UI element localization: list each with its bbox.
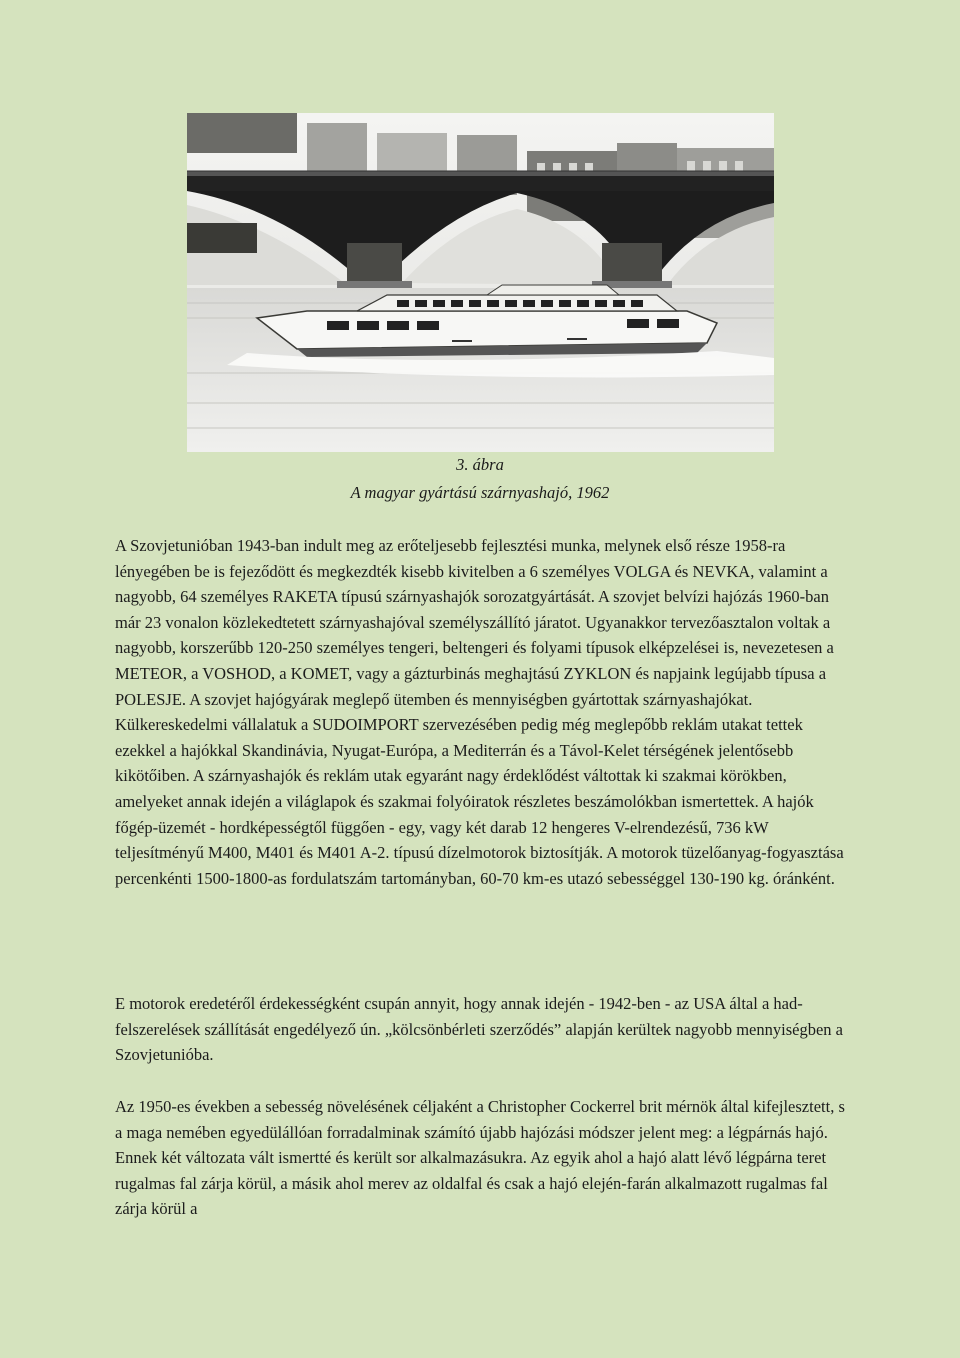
body-paragraph: [115, 1094, 850, 1222]
body-paragraph: [115, 533, 850, 891]
figure-caption-number: 3. ábra: [456, 455, 504, 474]
paragraph-text: A Szovjetunióban 1943-ban indult meg az erőteljesebb fejlesztési munka, melynek első része 1958-ra lényegében be is fejeződött és megkezdték kisebb kivitelben a 6 személyes VOLGA és NEVKA, valamint a nagyobb, 64 személyes RAKETA típusú szárnyashajók sorozatgyártását. A szovjet belvízi hajózás 1960-ban már 23 vonalon közlekedtetett szárnyashajóval személyszállító járatot. Ugyanakkor tervezőasztalon voltak a nagyobb, korszerűbb 120-250 személyes tengeri, beltengeri és folyami típusok elképzelései is, nevezetesen a METEOR, a VOSHOD, a KOMET, vagy a gázturbinás meghajtású ZYKLON és napjaink legújabb típusa a POLESJE. A szovjet hajógyárak meglepő ütemben és mennyiségben gyártottak szárnyashajókat. Külkereskedelmi vállalatuk a SUDOIMPORT szervezésében pedig még meglepőbb reklám utakat tettek ezekkel a hajókkal Skandinávia, Nyugat-Európa, a Mediterrán és a Távol-Kelet térségének jelentősebb kikötőiben. A szárnyashajók és reklám utak egyaránt nagy érdeklődést váltottak ki szakmai körökben, amelyeket annak idején a világlapok és szakmai folyóiratok részletes beszámolókban ismertettek. A hajók főgép-üzemét - hordképességtől függően - egy, vagy két darab 12 hengeres V-elrendezésű, 736 kW teljesítményű M400, M401 és M401 A-2. típusú dízelmotorok biztosítják. A motorok tüzelőanyag-fogyasztása percenkénti 1500-1800-as fordulatszám tartományban, 60-70 km-es utazó sebességgel 130-190 kg. óránként.: [115, 536, 844, 888]
figure-caption-title: A magyar gyártású szárnyashajó, 1962: [350, 483, 610, 502]
figure-photo: [187, 113, 774, 452]
body-paragraph: [115, 991, 850, 1068]
paragraph-text: E motorok eredetéről érdekességként csupán annyit, hogy annak idején - 1942-ben - az USA által a had-felszerelések szállítását engedélyező ún. „kölcsönbérleti szerződés” alapján kerültek nagyobb mennyiségben a Szovjetunióba.: [115, 994, 843, 1065]
paragraph-text: Az 1950-es években a sebesség növelésének céljaként a Christopher Cockerrel brit mérnök által kifejlesztett, s a maga nemében egyedülállóan forradalminak számító újabb hajózási módszer jelent meg: a légpárnás hajó. Ennek két változata vált ismertté és került sor alkalmazásukra. Az egyik ahol a hajó alatt lévő légpárna teret rugalmas fal zárja körül, a másik ahol merev az oldalfal és csak a hajó elején-farán alkalmazott rugalmas fal zárja körül a: [115, 1097, 845, 1219]
bridge-boat-photo: [187, 113, 774, 452]
